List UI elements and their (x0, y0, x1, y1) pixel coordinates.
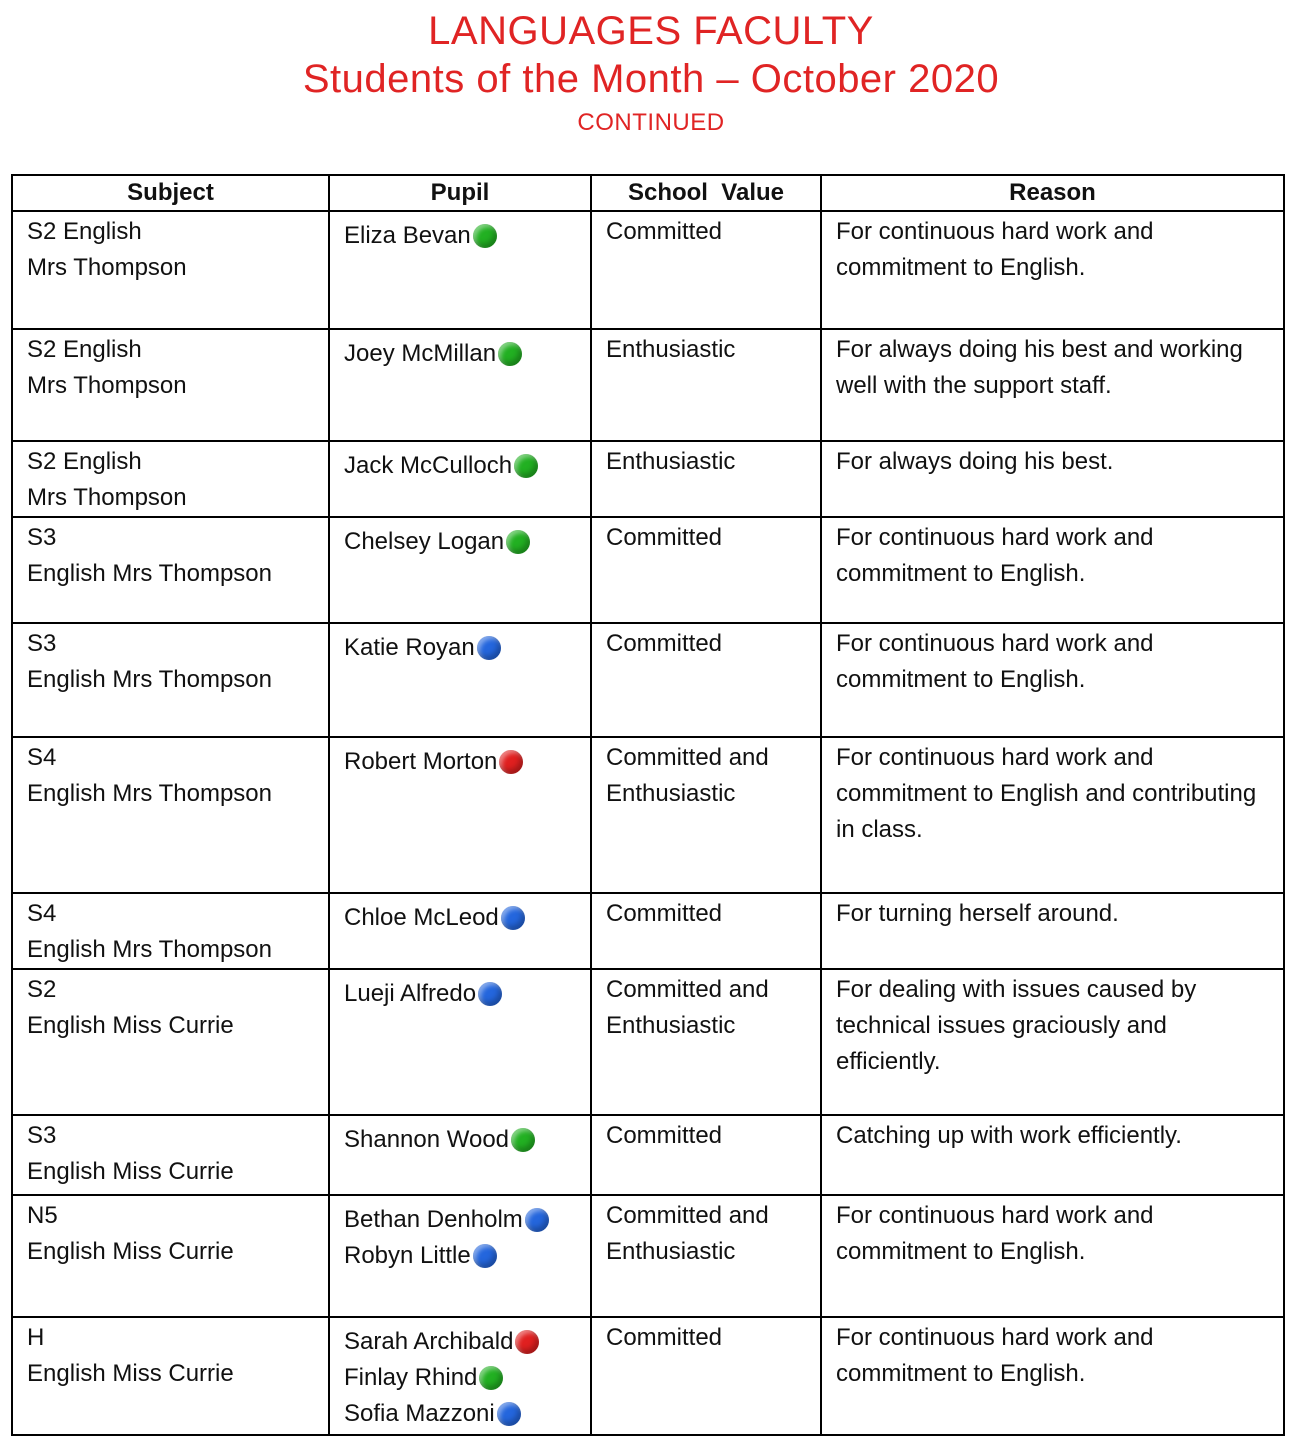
pupil-cell (329, 737, 591, 893)
pupil-cell (329, 969, 591, 1115)
pupil-entry (344, 448, 576, 484)
pupil-entry (344, 218, 576, 254)
reason-cell: For continuous hard work and commitment to English. (821, 211, 1284, 329)
pupil-cell (329, 211, 591, 329)
blue-circle-icon (473, 1244, 497, 1268)
table-row (12, 1317, 1284, 1435)
green-circle-icon (514, 454, 538, 478)
school-value-cell: Committed (591, 623, 821, 737)
pupil-cell (329, 517, 591, 623)
column-header-reason: Reason (821, 175, 1284, 211)
pupil-cell (329, 1195, 591, 1317)
subject-cell: S3 English Mrs Thompson (12, 623, 329, 737)
pupil-entry (344, 1202, 576, 1238)
school-value-cell: Committed and Enthusiastic (591, 737, 821, 893)
subject-cell: N5 English Miss Currie (12, 1195, 329, 1317)
school-value-cell: Committed (591, 1317, 821, 1435)
reason-cell: For continuous hard work and commitment to English. (821, 1195, 1284, 1317)
reason-cell: For continuous hard work and commitment to English. (821, 623, 1284, 737)
table-row (12, 1115, 1284, 1195)
pupil-cell (329, 329, 591, 441)
school-value-cell: Enthusiastic (591, 329, 821, 441)
green-circle-icon (473, 224, 497, 248)
reason-cell: For continuous hard work and commitment to English. (821, 517, 1284, 623)
pupil-entry (344, 1122, 576, 1158)
reason-cell: For continuous hard work and commitment to English and contributing in class. (821, 737, 1284, 893)
subject-cell: S2 English Mrs Thompson (12, 441, 329, 517)
pupil-cell (329, 1317, 591, 1435)
school-value-cell: Committed and Enthusiastic (591, 1195, 821, 1317)
pupil-name: Katie Royan (344, 634, 475, 661)
pupil-name: Finlay Rhind (344, 1364, 478, 1391)
table-row (12, 441, 1284, 517)
school-value-cell: Committed (591, 517, 821, 623)
pupil-entry (344, 336, 576, 372)
pupil-name: Sofia Mazzoni (344, 1400, 495, 1427)
column-header-school-value: School Value (591, 175, 821, 211)
school-value-cell: Committed and Enthusiastic (591, 969, 821, 1115)
green-circle-icon (498, 342, 522, 366)
pupil-name: Robyn Little (344, 1242, 471, 1269)
pupil-name: Chloe McLeod (344, 904, 499, 931)
table-row (12, 1195, 1284, 1317)
pupil-name: Sarah Archibald (344, 1328, 514, 1355)
pupil-name: Chelsey Logan (344, 528, 505, 555)
pupil-entry (344, 630, 576, 666)
continued-note: CONTINUED (577, 109, 725, 136)
school-value-cell: Committed (591, 211, 821, 329)
pupil-entry (344, 1238, 576, 1274)
table-row (12, 211, 1284, 329)
red-circle-icon (499, 750, 523, 774)
reason-cell: For always doing his best. (821, 441, 1284, 517)
pupil-entry (344, 900, 576, 936)
pupil-entry (344, 1324, 576, 1360)
pupil-entry (344, 1396, 576, 1432)
table-row (12, 893, 1284, 969)
blue-circle-icon (497, 1402, 521, 1426)
blue-circle-icon (477, 636, 501, 660)
page-title: Students of the Month – October 2020 (302, 57, 1000, 101)
reason-cell: For always doing his best and working well with the support staff. (821, 329, 1284, 441)
subject-cell: S2 English Mrs Thompson (12, 211, 329, 329)
subject-cell: H English Miss Currie (12, 1317, 329, 1435)
faculty-title: LANGUAGES FACULTY (428, 9, 874, 53)
table-body (12, 211, 1284, 1435)
red-circle-icon (515, 1330, 539, 1354)
pupil-cell (329, 893, 591, 969)
green-circle-icon (506, 530, 530, 554)
pupil-name: Lueji Alfredo (344, 980, 477, 1007)
pupil-entry (344, 744, 576, 780)
column-header-pupil: Pupil (329, 175, 591, 211)
reason-cell: Catching up with work efficiently. (821, 1115, 1284, 1195)
pupil-name: Eliza Bevan (344, 222, 471, 249)
subject-cell: S3 English Miss Currie (12, 1115, 329, 1195)
subject-cell: S2 English Mrs Thompson (12, 329, 329, 441)
subject-cell: S3 English Mrs Thompson (12, 517, 329, 623)
pupil-entry (344, 1360, 576, 1396)
blue-circle-icon (501, 906, 525, 930)
column-header-subject: Subject (12, 175, 329, 211)
pupil-name: Shannon Wood (344, 1126, 510, 1153)
table-row (12, 329, 1284, 441)
students-table (11, 174, 1285, 1436)
pupil-cell (329, 1115, 591, 1195)
subject-cell: S2 English Miss Currie (12, 969, 329, 1115)
blue-circle-icon (478, 982, 502, 1006)
green-circle-icon (479, 1366, 503, 1390)
table-row (12, 737, 1284, 893)
pupil-name: Joey McMillan (344, 340, 497, 367)
school-value-cell: Committed (591, 1115, 821, 1195)
reason-cell: For continuous hard work and commitment to English. (821, 1317, 1284, 1435)
subject-cell: S4 English Mrs Thompson (12, 893, 329, 969)
reason-cell: For turning herself around. (821, 893, 1284, 969)
pupil-name: Bethan Denholm (344, 1206, 523, 1233)
pupil-cell (329, 441, 591, 517)
pupil-name: Robert Morton (344, 748, 498, 775)
pupil-entry (344, 524, 576, 560)
school-value-cell: Committed (591, 893, 821, 969)
school-value-cell: Enthusiastic (591, 441, 821, 517)
table-row (12, 969, 1284, 1115)
blue-circle-icon (525, 1208, 549, 1232)
table-row (12, 517, 1284, 623)
table-row (12, 623, 1284, 737)
pupil-name: Jack McCulloch (344, 452, 513, 479)
pupil-cell (329, 623, 591, 737)
table-header-row (12, 175, 1284, 211)
subject-cell: S4 English Mrs Thompson (12, 737, 329, 893)
reason-cell: For dealing with issues caused by technical issues graciously and efficiently. (821, 969, 1284, 1115)
pupil-entry (344, 976, 576, 1012)
green-circle-icon (511, 1128, 535, 1152)
